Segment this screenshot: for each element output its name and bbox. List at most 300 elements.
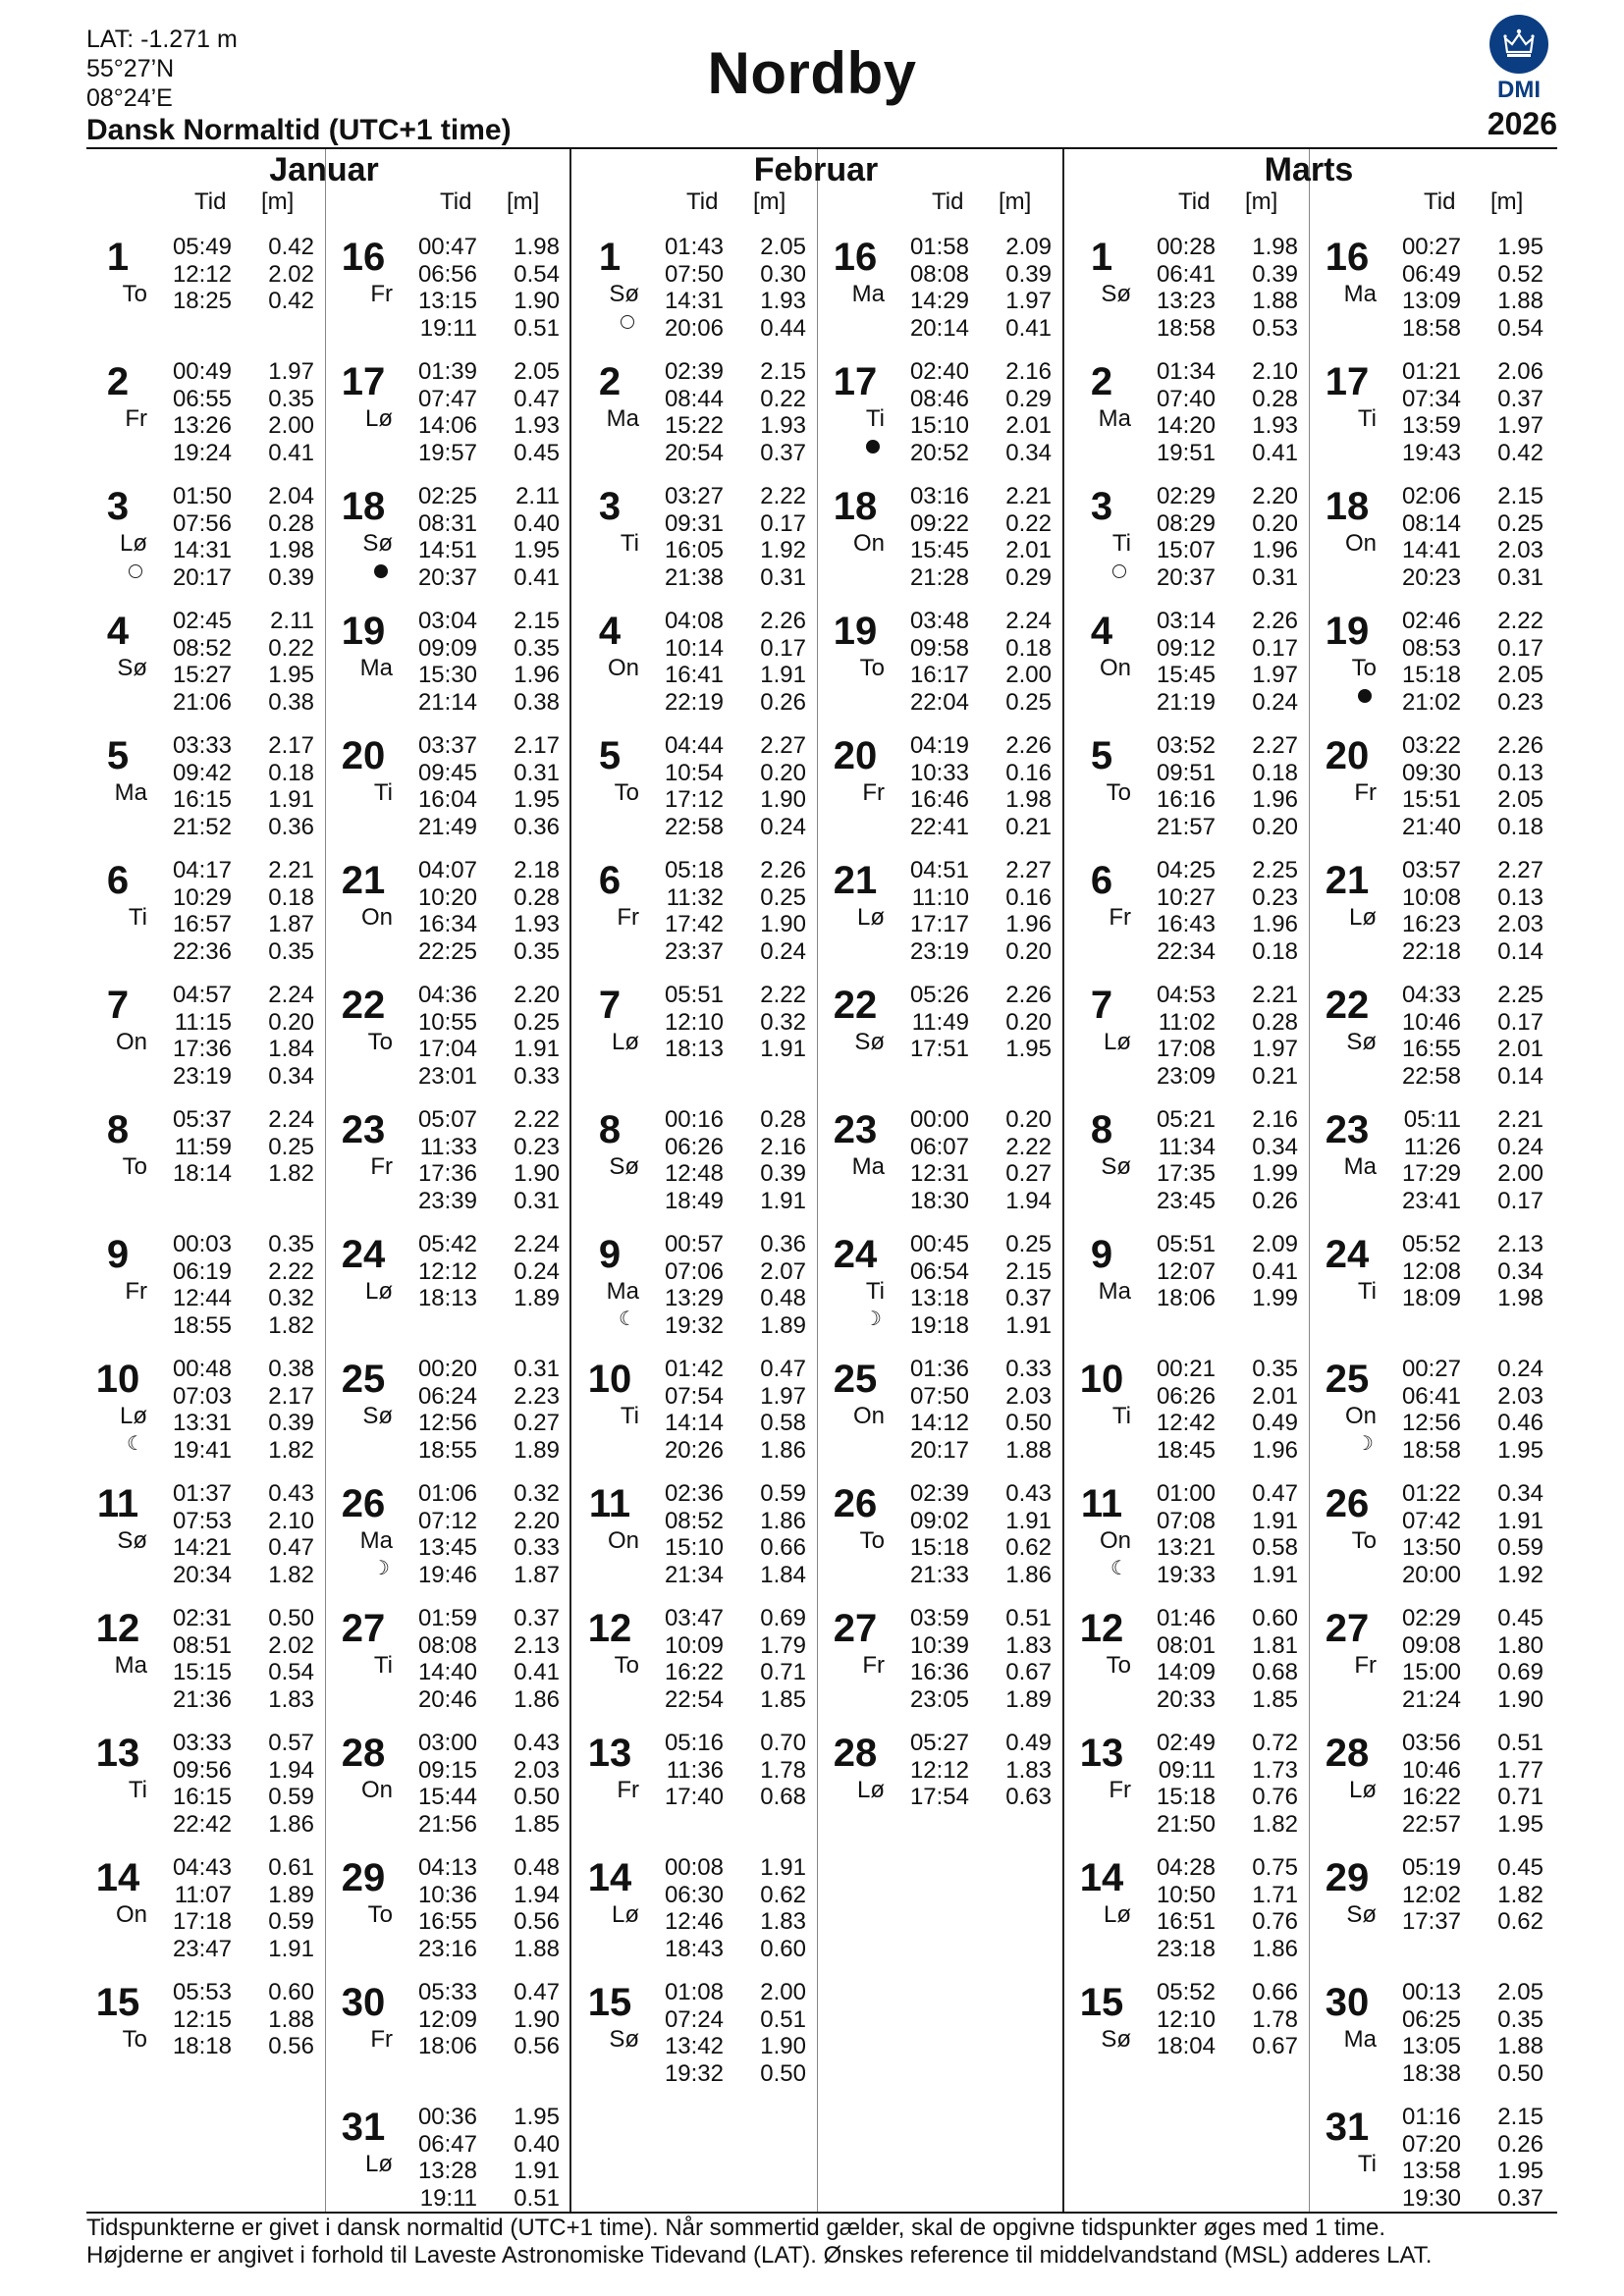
day-entry <box>826 343 1052 466</box>
tide-row <box>657 440 806 467</box>
tide-row <box>657 982 806 1009</box>
tide-time: 00:27 <box>1401 234 1461 260</box>
tide-height: 0.59 <box>268 1908 314 1935</box>
tide-time: 11:34 <box>1158 1133 1216 1160</box>
tide-time: 03:37 <box>417 732 477 759</box>
day-entry <box>580 467 806 591</box>
tide-row <box>410 412 560 440</box>
tide-time: 04:28 <box>1156 1854 1216 1881</box>
tide-row <box>165 1605 314 1632</box>
tide-row <box>1394 1908 1543 1936</box>
weekday: On <box>360 904 393 931</box>
tide-time: 13:31 <box>172 1410 232 1436</box>
tide-height: 1.89 <box>514 1285 560 1311</box>
tide-time: 06:26 <box>1156 1382 1216 1410</box>
column-header-time: Tid <box>686 188 719 215</box>
day-number: 10 <box>1079 1358 1124 1401</box>
tide-row <box>1149 786 1298 814</box>
tide-time: 09:31 <box>664 509 724 537</box>
tide-time: 13:28 <box>417 2158 477 2184</box>
tide-row <box>657 386 806 413</box>
tide-time: 10:29 <box>172 883 232 911</box>
tide-time: 05:19 <box>1401 1854 1461 1881</box>
tide-row <box>657 1562 806 1589</box>
weekday: On <box>115 1901 147 1928</box>
tide-time: 18:58 <box>1401 1436 1461 1464</box>
day-number: 18 <box>341 485 386 528</box>
tide-height: 1.91 <box>514 1036 560 1062</box>
weekday: To <box>859 1527 885 1554</box>
tide-height: 0.61 <box>268 1854 314 1881</box>
tide-time: 01:46 <box>1156 1605 1216 1631</box>
day-number: 18 <box>1325 485 1370 528</box>
tide-height: 0.18 <box>268 759 314 786</box>
tide-row <box>657 2006 806 2034</box>
tide-time: 01:00 <box>1156 1480 1216 1507</box>
tide-time: 12:08 <box>1401 1257 1461 1285</box>
tide-row <box>657 510 806 538</box>
tide-time: 03:56 <box>1401 1730 1461 1756</box>
tide-row <box>1149 1480 1298 1508</box>
tide-row <box>1149 635 1298 663</box>
tide-height: 2.24 <box>268 982 314 1008</box>
tide-height: 0.60 <box>760 1935 806 1962</box>
tide-time: 16:15 <box>172 786 232 813</box>
tide-row <box>165 1686 314 1714</box>
tide-height: 1.83 <box>1005 1631 1052 1659</box>
tide-time: 19:51 <box>1156 439 1216 466</box>
tide-time: 06:24 <box>417 1382 477 1410</box>
tide-time: 01:21 <box>1401 358 1461 385</box>
tide-height: 0.69 <box>1497 1659 1543 1685</box>
tide-time: 04:07 <box>417 857 477 883</box>
tide-height: 2.25 <box>1252 857 1298 883</box>
tide-row <box>410 1160 560 1188</box>
tide-row <box>1394 1410 1543 1437</box>
tide-height: 0.39 <box>268 1410 314 1436</box>
tide-height: 0.18 <box>1497 813 1543 840</box>
tide-height: 0.43 <box>1005 1480 1052 1507</box>
tide-row <box>902 689 1052 717</box>
tide-height: 1.98 <box>268 537 314 563</box>
tide-time: 16:36 <box>909 1659 969 1685</box>
tide-height: 0.16 <box>1005 759 1052 786</box>
tide-height: 0.58 <box>1252 1534 1298 1561</box>
tide-row <box>165 1036 314 1063</box>
tide-time: 22:34 <box>1156 937 1216 965</box>
tide-time: 00:47 <box>417 234 477 260</box>
tide-time: 03:47 <box>664 1605 724 1631</box>
tide-height: 0.42 <box>1497 439 1543 466</box>
tide-height: 1.97 <box>760 1382 806 1410</box>
tide-time: 12:56 <box>417 1410 477 1436</box>
weekday: Ma <box>1098 405 1131 432</box>
day-entry <box>1072 1215 1298 1333</box>
tide-height: 0.33 <box>514 1062 560 1090</box>
tide-row <box>1149 1686 1298 1714</box>
tide-row <box>410 1632 560 1660</box>
tide-time: 01:59 <box>417 1605 477 1631</box>
tide-time: 12:10 <box>1156 2005 1216 2033</box>
tide-time: 00:57 <box>664 1231 724 1257</box>
tide-time: 19:46 <box>417 1561 477 1588</box>
day-entry <box>1072 592 1298 716</box>
tide-height: 0.14 <box>1497 1062 1543 1090</box>
tide-time: 07:50 <box>909 1382 969 1410</box>
tide-height: 0.37 <box>760 439 806 466</box>
weekday: On <box>852 1403 885 1429</box>
tide-height: 2.15 <box>514 608 560 634</box>
tide-row <box>410 564 560 592</box>
tide-height: 0.56 <box>268 2033 314 2059</box>
tide-time: 23:37 <box>664 937 724 965</box>
tide-row <box>902 1605 1052 1632</box>
tide-time: 23:01 <box>417 1062 477 1090</box>
day-number: 29 <box>1325 1856 1370 1899</box>
day-number: 14 <box>587 1856 632 1899</box>
month-title-marts: Marts <box>1264 151 1354 188</box>
tide-row <box>1149 1979 1298 2006</box>
tide-height: 2.01 <box>1252 1382 1298 1410</box>
tide-row <box>1394 1562 1543 1589</box>
day-number: 6 <box>106 859 130 902</box>
weekday: Ma <box>1343 281 1377 307</box>
tide-time: 06:07 <box>909 1133 969 1160</box>
tide-row <box>657 483 806 510</box>
tide-row <box>902 440 1052 467</box>
tide-row <box>1394 1134 1543 1161</box>
weekday: Lø <box>611 1901 639 1928</box>
tide-row <box>657 358 806 386</box>
tide-row <box>165 760 314 787</box>
tide-row <box>165 662 314 689</box>
tide-row <box>1394 1659 1543 1686</box>
tide-height: 0.17 <box>1252 634 1298 662</box>
tide-time: 12:46 <box>664 1908 724 1935</box>
tide-row <box>1394 662 1543 689</box>
tide-height: 1.97 <box>1005 288 1052 314</box>
tide-time: 05:53 <box>172 1979 232 2005</box>
tide-height: 1.88 <box>268 2005 314 2033</box>
day-entry <box>1318 1465 1543 1588</box>
tide-time: 22:25 <box>417 937 477 965</box>
tide-height: 0.20 <box>1005 1106 1052 1133</box>
tide-row <box>902 234 1052 261</box>
tide-row <box>1394 982 1543 1009</box>
weekday: To <box>1351 655 1377 681</box>
tide-time: 09:02 <box>909 1507 969 1534</box>
tide-row <box>657 1605 806 1632</box>
weekday: Lø <box>1348 1777 1377 1803</box>
tide-height: 2.27 <box>1252 732 1298 759</box>
tide-row <box>1394 884 1543 912</box>
tide-time: 10:54 <box>664 759 724 786</box>
day-number: 26 <box>1325 1482 1370 1525</box>
tide-row <box>1149 1659 1298 1686</box>
tide-row <box>165 814 314 841</box>
weekday: On <box>607 655 639 681</box>
tide-row <box>1394 440 1543 467</box>
tide-time: 11:10 <box>911 883 969 911</box>
weekday: Ma <box>1343 1153 1377 1180</box>
weekday: Ti <box>620 1403 639 1429</box>
tide-time: 21:49 <box>417 813 477 840</box>
tide-height: 0.53 <box>1252 314 1298 342</box>
tide-row <box>165 412 314 440</box>
tide-row <box>410 982 560 1009</box>
tide-height: 1.91 <box>760 662 806 688</box>
tide-height: 1.86 <box>760 1507 806 1534</box>
tide-row <box>1394 1632 1543 1660</box>
tide-height: 0.71 <box>1497 1784 1543 1810</box>
weekday: Fr <box>1109 1777 1131 1803</box>
day-entry <box>334 1340 560 1464</box>
tide-time: 21:56 <box>417 1810 477 1838</box>
tide-row <box>657 689 806 717</box>
tide-height: 2.22 <box>760 483 806 509</box>
tide-time: 15:07 <box>1156 537 1216 563</box>
tide-height: 2.22 <box>1005 1133 1052 1160</box>
tide-row <box>165 537 314 564</box>
weekday: Ma <box>606 405 639 432</box>
tide-time: 17:04 <box>417 1036 477 1062</box>
weekday: Lø <box>364 2151 393 2177</box>
tide-height: 1.91 <box>1005 1507 1052 1534</box>
tide-time: 21:40 <box>1401 813 1461 840</box>
day-entry <box>580 1714 806 1832</box>
day-entry <box>88 1714 314 1838</box>
tide-time: 22:54 <box>664 1685 724 1713</box>
month-divider <box>1062 149 1064 2212</box>
weekday: Sø <box>362 530 393 557</box>
weekday: To <box>122 1153 147 1180</box>
day-entry <box>88 343 314 466</box>
weekday: Fr <box>1354 1652 1377 1679</box>
tide-height: 0.76 <box>1252 1908 1298 1935</box>
day-number: 15 <box>1079 1981 1124 2024</box>
tide-time: 19:11 <box>419 314 477 342</box>
tide-time: 05:51 <box>664 982 724 1008</box>
column-divider <box>1309 149 1310 2212</box>
tide-height: 2.16 <box>1005 358 1052 385</box>
tide-height: 0.41 <box>268 439 314 466</box>
tide-time: 19:33 <box>1156 1561 1216 1588</box>
tide-height: 2.00 <box>1005 662 1052 688</box>
tide-row <box>657 1356 806 1383</box>
tide-height: 1.91 <box>514 2158 560 2184</box>
tide-time: 04:51 <box>909 857 969 883</box>
tide-row <box>165 911 314 938</box>
day-number: 19 <box>833 610 878 653</box>
tide-height: 0.47 <box>1252 1480 1298 1507</box>
tide-height: 0.25 <box>760 883 806 911</box>
tide-row <box>165 510 314 538</box>
tide-height: 0.56 <box>514 1908 560 1935</box>
tide-time: 03:27 <box>664 483 724 509</box>
tide-time: 03:04 <box>417 608 477 634</box>
tide-row <box>657 1854 806 1882</box>
tide-time: 13:15 <box>417 288 477 314</box>
column-header-time: Tid <box>440 188 472 215</box>
tide-row <box>657 234 806 261</box>
tide-time: 15:18 <box>1156 1784 1216 1810</box>
tide-time: 18:38 <box>1401 2059 1461 2087</box>
tide-row <box>410 1686 560 1714</box>
tide-time: 08:52 <box>172 634 232 662</box>
tide-time: 14:21 <box>172 1534 232 1561</box>
day-number: 4 <box>106 610 130 653</box>
tide-time: 10:20 <box>417 883 477 911</box>
tide-time: 23:19 <box>909 937 969 965</box>
tide-height: 2.15 <box>760 358 806 385</box>
tide-row <box>165 440 314 467</box>
tide-height: 0.40 <box>514 509 560 537</box>
tide-time: 22:19 <box>664 688 724 716</box>
tide-height: 2.18 <box>514 857 560 883</box>
tide-row <box>657 1979 806 2006</box>
day-entry <box>1072 1340 1298 1464</box>
day-number: 2 <box>106 360 130 403</box>
tide-height: 2.17 <box>268 1382 314 1410</box>
tide-height: 2.03 <box>1497 537 1543 563</box>
weekday: Sø <box>609 2026 639 2053</box>
tide-row <box>657 1882 806 1909</box>
tide-time: 05:42 <box>417 1231 477 1257</box>
tide-time: 21:24 <box>1401 1685 1461 1713</box>
tide-time: 09:22 <box>909 509 969 537</box>
tide-row <box>165 1757 314 1785</box>
day-entry <box>1318 467 1543 591</box>
weekday: Ti <box>1357 2151 1377 2177</box>
tide-height: 0.50 <box>1005 1410 1052 1436</box>
tide-row <box>410 1134 560 1161</box>
tide-time: 05:37 <box>172 1106 232 1133</box>
tide-height: 2.00 <box>760 1979 806 2005</box>
tide-time: 03:00 <box>417 1730 477 1756</box>
tide-height: 0.31 <box>514 1356 560 1382</box>
tide-row <box>410 483 560 510</box>
tide-height: 0.34 <box>1497 1480 1543 1507</box>
day-number: 22 <box>833 984 878 1027</box>
tide-height: 1.95 <box>1497 1810 1543 1838</box>
day-entry <box>334 592 560 716</box>
tide-height: 2.02 <box>268 1631 314 1659</box>
weekday: Sø <box>1101 2026 1131 2053</box>
day-entry <box>334 966 560 1090</box>
weekday: Ma <box>606 1278 639 1305</box>
tide-height: 0.36 <box>760 1231 806 1257</box>
tide-time: 20:34 <box>172 1561 232 1588</box>
tide-time: 16:55 <box>1401 1036 1461 1062</box>
tide-row <box>165 1009 314 1037</box>
tide-row <box>165 689 314 717</box>
tide-row <box>657 1188 806 1215</box>
tide-time: 17:51 <box>909 1036 969 1062</box>
tide-time: 11:36 <box>666 1756 724 1784</box>
latitude: 55°27’N <box>86 55 175 82</box>
day-number: 5 <box>1090 734 1113 777</box>
tide-time: 21:19 <box>1156 688 1216 716</box>
tide-time: 03:16 <box>909 483 969 509</box>
weekday: To <box>367 1029 393 1055</box>
tide-height: 1.81 <box>1252 1631 1298 1659</box>
tide-height: 1.85 <box>760 1685 806 1713</box>
tide-time: 00:21 <box>1156 1356 1216 1382</box>
tide-time: 18:55 <box>417 1436 477 1464</box>
tide-time: 13:29 <box>664 1285 724 1311</box>
day-entry <box>1072 1714 1298 1838</box>
tide-time: 16:46 <box>909 786 969 813</box>
weekday: Ti <box>865 1278 885 1305</box>
new-moon-icon <box>866 440 880 454</box>
day-entry <box>88 1963 314 2081</box>
tide-time: 07:50 <box>664 260 724 288</box>
tide-time: 11:07 <box>174 1881 232 1908</box>
tide-time: 06:25 <box>1401 2005 1461 2033</box>
tide-height: 2.17 <box>514 732 560 759</box>
tide-row <box>165 1854 314 1882</box>
tide-row <box>165 483 314 510</box>
tide-row <box>165 884 314 912</box>
tide-height: 0.75 <box>1252 1854 1298 1881</box>
tide-row <box>902 1188 1052 1215</box>
tide-time: 12:12 <box>172 260 232 288</box>
tide-row <box>1394 689 1543 717</box>
day-entry <box>88 1589 314 1713</box>
first-quarter-moon-icon: ☽ <box>372 1558 390 1579</box>
day-entry <box>334 717 560 840</box>
tide-time: 06:30 <box>664 1881 724 1908</box>
tide-time: 02:31 <box>172 1605 232 1631</box>
tide-row <box>902 732 1052 760</box>
tide-row <box>902 1160 1052 1188</box>
tide-time: 14:14 <box>664 1410 724 1436</box>
weekday: Sø <box>117 1527 147 1554</box>
tide-height: 2.01 <box>1005 537 1052 563</box>
tide-time: 22:57 <box>1401 1810 1461 1838</box>
day-number: 28 <box>1325 1732 1370 1775</box>
tide-height: 1.92 <box>1497 1561 1543 1588</box>
weekday: Fr <box>862 1652 885 1679</box>
tide-height: 0.48 <box>760 1285 806 1311</box>
tide-height: 0.31 <box>514 759 560 786</box>
tide-row <box>410 1437 560 1465</box>
tide-time: 20:17 <box>172 563 232 591</box>
day-number: 21 <box>341 859 386 902</box>
day-entry <box>88 467 314 591</box>
tide-row <box>1394 358 1543 386</box>
tide-time: 12:10 <box>664 1008 724 1036</box>
tide-row <box>1149 1258 1298 1286</box>
tide-time: 02:49 <box>1156 1730 1216 1756</box>
day-entry <box>826 1340 1052 1464</box>
tide-time: 07:20 <box>1401 2130 1461 2158</box>
tide-row <box>165 1882 314 1909</box>
tide-row <box>165 564 314 592</box>
tide-time: 16:05 <box>664 537 724 563</box>
tide-height: 1.90 <box>760 2033 806 2059</box>
weekday: To <box>614 1652 639 1679</box>
tide-time: 05:49 <box>172 234 232 260</box>
tide-row <box>165 1534 314 1562</box>
day-entry <box>826 218 1052 342</box>
tide-height: 1.98 <box>1252 234 1298 260</box>
tide-height: 0.22 <box>1005 509 1052 537</box>
tide-height: 0.34 <box>1252 1133 1298 1160</box>
tide-height: 0.59 <box>268 1784 314 1810</box>
tide-time: 14:40 <box>417 1659 477 1685</box>
weekday: Fr <box>370 281 393 307</box>
